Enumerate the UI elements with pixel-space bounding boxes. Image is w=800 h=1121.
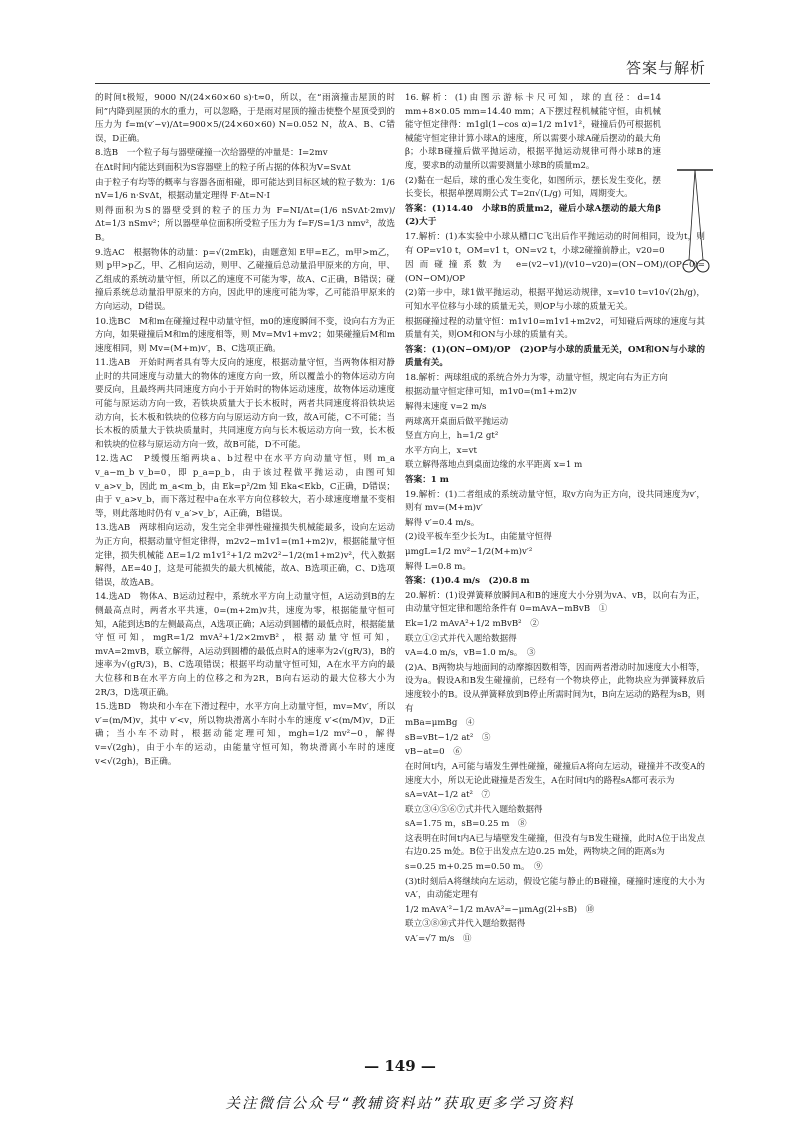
page-number: — 149 —: [364, 1057, 436, 1075]
paragraph: 20.解析：(1)设弹簧释放瞬间A和B的速度大小分别为vA、vB，以向右为正，由动量守恒定律和题给条件有 0=mAvA−mBvB ①: [405, 590, 705, 615]
answer: 答案：(1)14.40 小球B的质量m2，碰后小球A摆动的最大角β (2)大于: [405, 203, 670, 228]
paragraph: μmgL=1/2 mv²−1/2(M+m)v′²: [405, 547, 533, 557]
paragraph: 9.选AC 根据物体的动量：p=√(2mEk)，由题意知 E甲=E乙，m甲>m乙，则 p甲>p乙，甲、乙相向运动，则甲、乙碰撞后总动量沿甲原来的方向，甲、乙组成的系统动量守恒，所以乙的速度不可能为零，故A、C正确，B错误；碰撞后系统总动量沿甲原来的方向，因此甲的速度可能为零，乙可能沿甲原来的方向运动，D错误。: [95, 247, 395, 312]
paragraph: 13.选AB 两球相向运动，发生完全非弹性碰撞损失机械能最多，设向左运动为正方向，根据动量守恒定律得，m2v2−m1v1=(m1+m2)v，根据能量守恒定律，损失机械能 ΔE=1/2 m1v1²+1/2 m2v2²−1/2(m1+m2)v²，代入数据解得，ΔE=40 J，这是可能损失的最大机械能，故A、B选项正确，C、D选项错误，故选AB。: [95, 523, 395, 588]
paragraph: 19.解析：(1)二者组成的系统动量守恒，取v方向为正方向，设共同速度为v′，则有 mv=(M+m)v′: [405, 489, 705, 514]
left-column: [95, 92, 395, 770]
right-column: [405, 92, 705, 948]
answer: 答案：1 m: [405, 475, 449, 486]
paragraph: Ek=1/2 mAvA²+1/2 mBvB² ②: [405, 618, 539, 629]
paragraph: 竖直方向上，h=1/2 gt²: [405, 431, 499, 442]
paragraph: 这表明在时间t内A已与墙壁发生碰撞，但没有与B发生碰撞，此时A位于出发点右边0.25 m处。B位于出发点左边0.25 m处，两物块之间的距离s为: [405, 833, 705, 858]
answer: 答案：(1)0.4 m/s (2)0.8 m: [405, 576, 530, 587]
paragraph: sA=1.75 m，sB=0.25 m ⑧: [405, 819, 527, 830]
paragraph: 8.选B 一个粒子每与器壁碰撞一次给器壁的冲量是：I=2mv: [95, 148, 328, 159]
paragraph: (2)黏在一起后，球的重心发生变化，如图所示，摆长发生变化，摆长变长，根据单摆周期公式 T=2π√(L/g) 可知，周期变大。: [405, 175, 661, 200]
page-header: [95, 55, 710, 84]
footer-note: 关注微信公众号“教辅资料站”获取更多学习资料: [225, 1096, 575, 1112]
paragraph: vB−at=0 ⑥: [405, 747, 462, 758]
paragraph: (2)A、B两物块与地面间的动摩擦因数相等，因而两者滑动时加速度大小相等，设为a。假设A和B发生碰撞前，已经有一个物块停止，此物块应为弹簧释放后速度较小的B。设从弹簧释放到B停止所需时间为t，B向左运动的路程为sB，则有: [405, 662, 705, 714]
paragraph: 在时间t内，A可能与墙发生弹性碰撞，碰撞后A将向左运动，碰撞并不改变A的速度大小，所以无论此碰撞是否发生，A在时间t内的路程sA都可表示为: [405, 761, 705, 786]
paragraph: 14.选AD 物体A、B运动过程中，系统水平方向上动量守恒，A运动到B的左侧最高点时，两者水平共速，0=(m+2m)v共，速度为零，根据能量守恒可知，A能到达B的左侧最高点，A选项正确；A运动到圆槽的最低点时，根据能量守恒可知，mgR=1/2 mvA²+1/2×2mvB²，根据动量守恒可知，mvA=2mvB，联立解得，A运动到圆槽的最低点时A的速率为2√(gR/3)，B的速率为√(gR/3)，B、C选项错误；根据平均动量守恒可知，A在水平方向的最大位移和B在水平方向上的位移之和为2R，B向右运动的最大位移大小为2R/3，D选项正确。: [95, 592, 395, 698]
paragraph: 在Δt时间内能达到面积为S容器壁上的粒子所占据的体积为V=SvΔt: [95, 162, 351, 173]
paragraph: 16.解析：(1)由图示游标卡尺可知，球的直径：d=14 mm+8×0.05 mm=14.40 mm；A下摆过程机械能守恒，由机械能守恒定律得：m1gl(1−cos α)=1/2 m1v1²，碰撞后仍可根据机械能守恒定律计算小球A的速度，所以需要小球A碰后摆动的最大角β；小球B碰撞后做平抛运动，根据平抛运动规律可得小球B的速度，要求B的动量所以需要测量小球B的质量m2。: [405, 93, 661, 171]
paragraph: 的时间t极短，9000 N/(24×60×60 s)·t≈0，所以，在“雨滴撞击屋顶的时间”内降到屋顶的水的重力，可以忽略，于是雨对屋顶的撞击使整个屋顶受到的压力为 f=m(v′−v)/Δt=900×5/(24×60×60) N=0.052 N，故A、B、C错误，D正确。: [95, 93, 395, 144]
paragraph: vA=4.0 m/s，vB=1.0 m/s。 ③: [405, 648, 536, 659]
paragraph: 因而碰撞系数为 e=(v2−v1)/(v10−v20)=(ON−OM)/(OP−0)=(ON−OM)/OP: [405, 260, 705, 284]
header-title: 答案与解析: [625, 59, 706, 77]
paragraph: 15.选BD 物块和小车在下滑过程中，水平方向上动量守恒，mv=Mv′，所以 v′=(m/M)v，其中 v′<v，所以物块滑离小车时小车的速度 v′<(m/M)v，D正确；当小车不动时，根据动能定理可知，mgh=1/2 mv²−0，解得 v=√(2gh)，由于小车的运动，由能量守恒可知，物块滑离小车时的速度 v<√(2gh)，B正确。: [95, 702, 395, 767]
paragraph: 17.解析：(1)本实验中小球从槽口C飞出后作平抛运动的时间相同，设为t，则有 OP=v10 t，OM=v1 t，ON=v2 t，小球2碰撞前静止，v20=0: [405, 231, 705, 256]
paragraph: sB=vBt−1/2 at² ⑤: [405, 732, 491, 743]
paragraph: 根据碰撞过程的动量守恒：m1v10=m1v1+m2v2，可知碰后两球的速度与其质量有关，则OM和ON与小球的质量有关。: [405, 316, 705, 341]
paragraph: 由于粒子有均等的概率与容器各面相碰，即可能达到目标区域的粒子数为：1/6 nV=1/6 n·SvΔt，根据动量定理得 F·Δt=N·I: [95, 177, 395, 202]
paragraph: 则得面积为S的器壁受到的粒子的压力为 F=NI/Δt=(1/6 nSvΔt·2mv)/Δt=1/3 nSmv²；所以器壁单位面积所受粒子压力为 f=F/S=1/3 nmv²，故选B。: [95, 205, 395, 243]
paragraph: vA′=√7 m/s ⑪: [405, 934, 472, 945]
paragraph: mBa=μmBg ④: [405, 718, 475, 729]
paragraph: 联立③⑧⑩式并代入题给数据得: [405, 919, 526, 930]
paragraph: 11.选AB 开始时两者具有等大反向的速度，根据动量守恒，当两物体相对静止时的共同速度与动量大的物体的速度方向一致，所以覆盖小的物体运动方向要反向，且最终两共同速度方向小于开始时的物体运动速度，故物体运动速度可能与原运动方向一致，若铁块质量大于长木板时，两者共同速度将沿铁块运动方向，长木板和铁块的位移方向与原运动方向一致，故A可能，C不可能；当长木板的质量大于铁块质量时，共同速度方向与长木板运动方向一致，长木板和铁块的位移与原运动方向一致，故B可能，D不可能。: [95, 358, 395, 450]
paragraph: sA=vAt−1/2 at² ⑦: [405, 790, 491, 801]
paragraph: (3)t时刻后A将继续向左运动，假设它能与静止的B碰撞，碰撞时速度的大小为vA′，由动能定理有: [405, 876, 705, 901]
paragraph: 两球离开桌面后做平抛运动: [405, 416, 509, 427]
paragraph: s=0.25 m+0.25 m=0.50 m。 ⑨: [405, 862, 543, 873]
paragraph: (2)第一步中，球1做平抛运动，根据平抛运动规律，x=v10 t=v10√(2h/g)，可知水平位移与小球的质量无关，则OP与小球的质量无关。: [405, 288, 705, 312]
paragraph: 1/2 mAvA′²−1/2 mAvA²=−μmAg(2l+sB) ⑩: [405, 904, 595, 915]
paragraph: 水平方向上，x=vt: [405, 445, 477, 456]
paragraph: 18.解析：两球组成的系统合外力为零，动量守恒，规定向右为正方向: [405, 372, 668, 383]
paragraph: 12.选AC P缓慢压缩两块a、b过程中在水平方向动量守恒，则 m_a v_a−m_b v_b=0，即 p_a=p_b，由于该过程做平抛运动，由图可知 v_a>v_b，因此 m_a<m_b，由 Ek=p²/2m 知 Eka<Ekb，C正确，D错误；由于 v_a>v_b，而下落过程中a在水平方向位移较大，若小球速度增量不变相等，则此落地时仍有 v_a′>v_b′，A正确，B错误。: [95, 454, 395, 519]
paragraph: 解得末速度 v=2 m/s: [405, 402, 487, 413]
paragraph: 根据动量守恒定律可知，m1v0=(m1+m2)v: [405, 387, 577, 398]
paragraph: 解得 L=0.8 m。: [405, 561, 471, 572]
paragraph: 联立解得落地点到桌面边缘的水平距离 x=1 m: [405, 460, 583, 471]
paragraph: 联立③④⑤⑥⑦式并代入题给数据得: [405, 804, 543, 815]
paragraph: (2)设平板车至少长为L，由能量守恒得: [405, 532, 552, 543]
paragraph: 解得 v′=0.4 m/s。: [405, 517, 480, 528]
answer: 答案：(1)(ON−OM)/OP (2)OP与小球的质量无关，OM和ON与小球的质量有关。: [405, 344, 705, 369]
paragraph: 联立①②式并代入题给数据得: [405, 633, 517, 644]
paragraph: 10.选BC M和m在碰撞过程中动量守恒，m0的速度瞬间不变，设向右方为正方向，如果碰撞后M和m的速度相等，则 Mv=Mv1+mv2；如果碰撞后M和m速度相同，则 Mv=(M+m)v′，B、C选项正确。: [95, 316, 395, 354]
